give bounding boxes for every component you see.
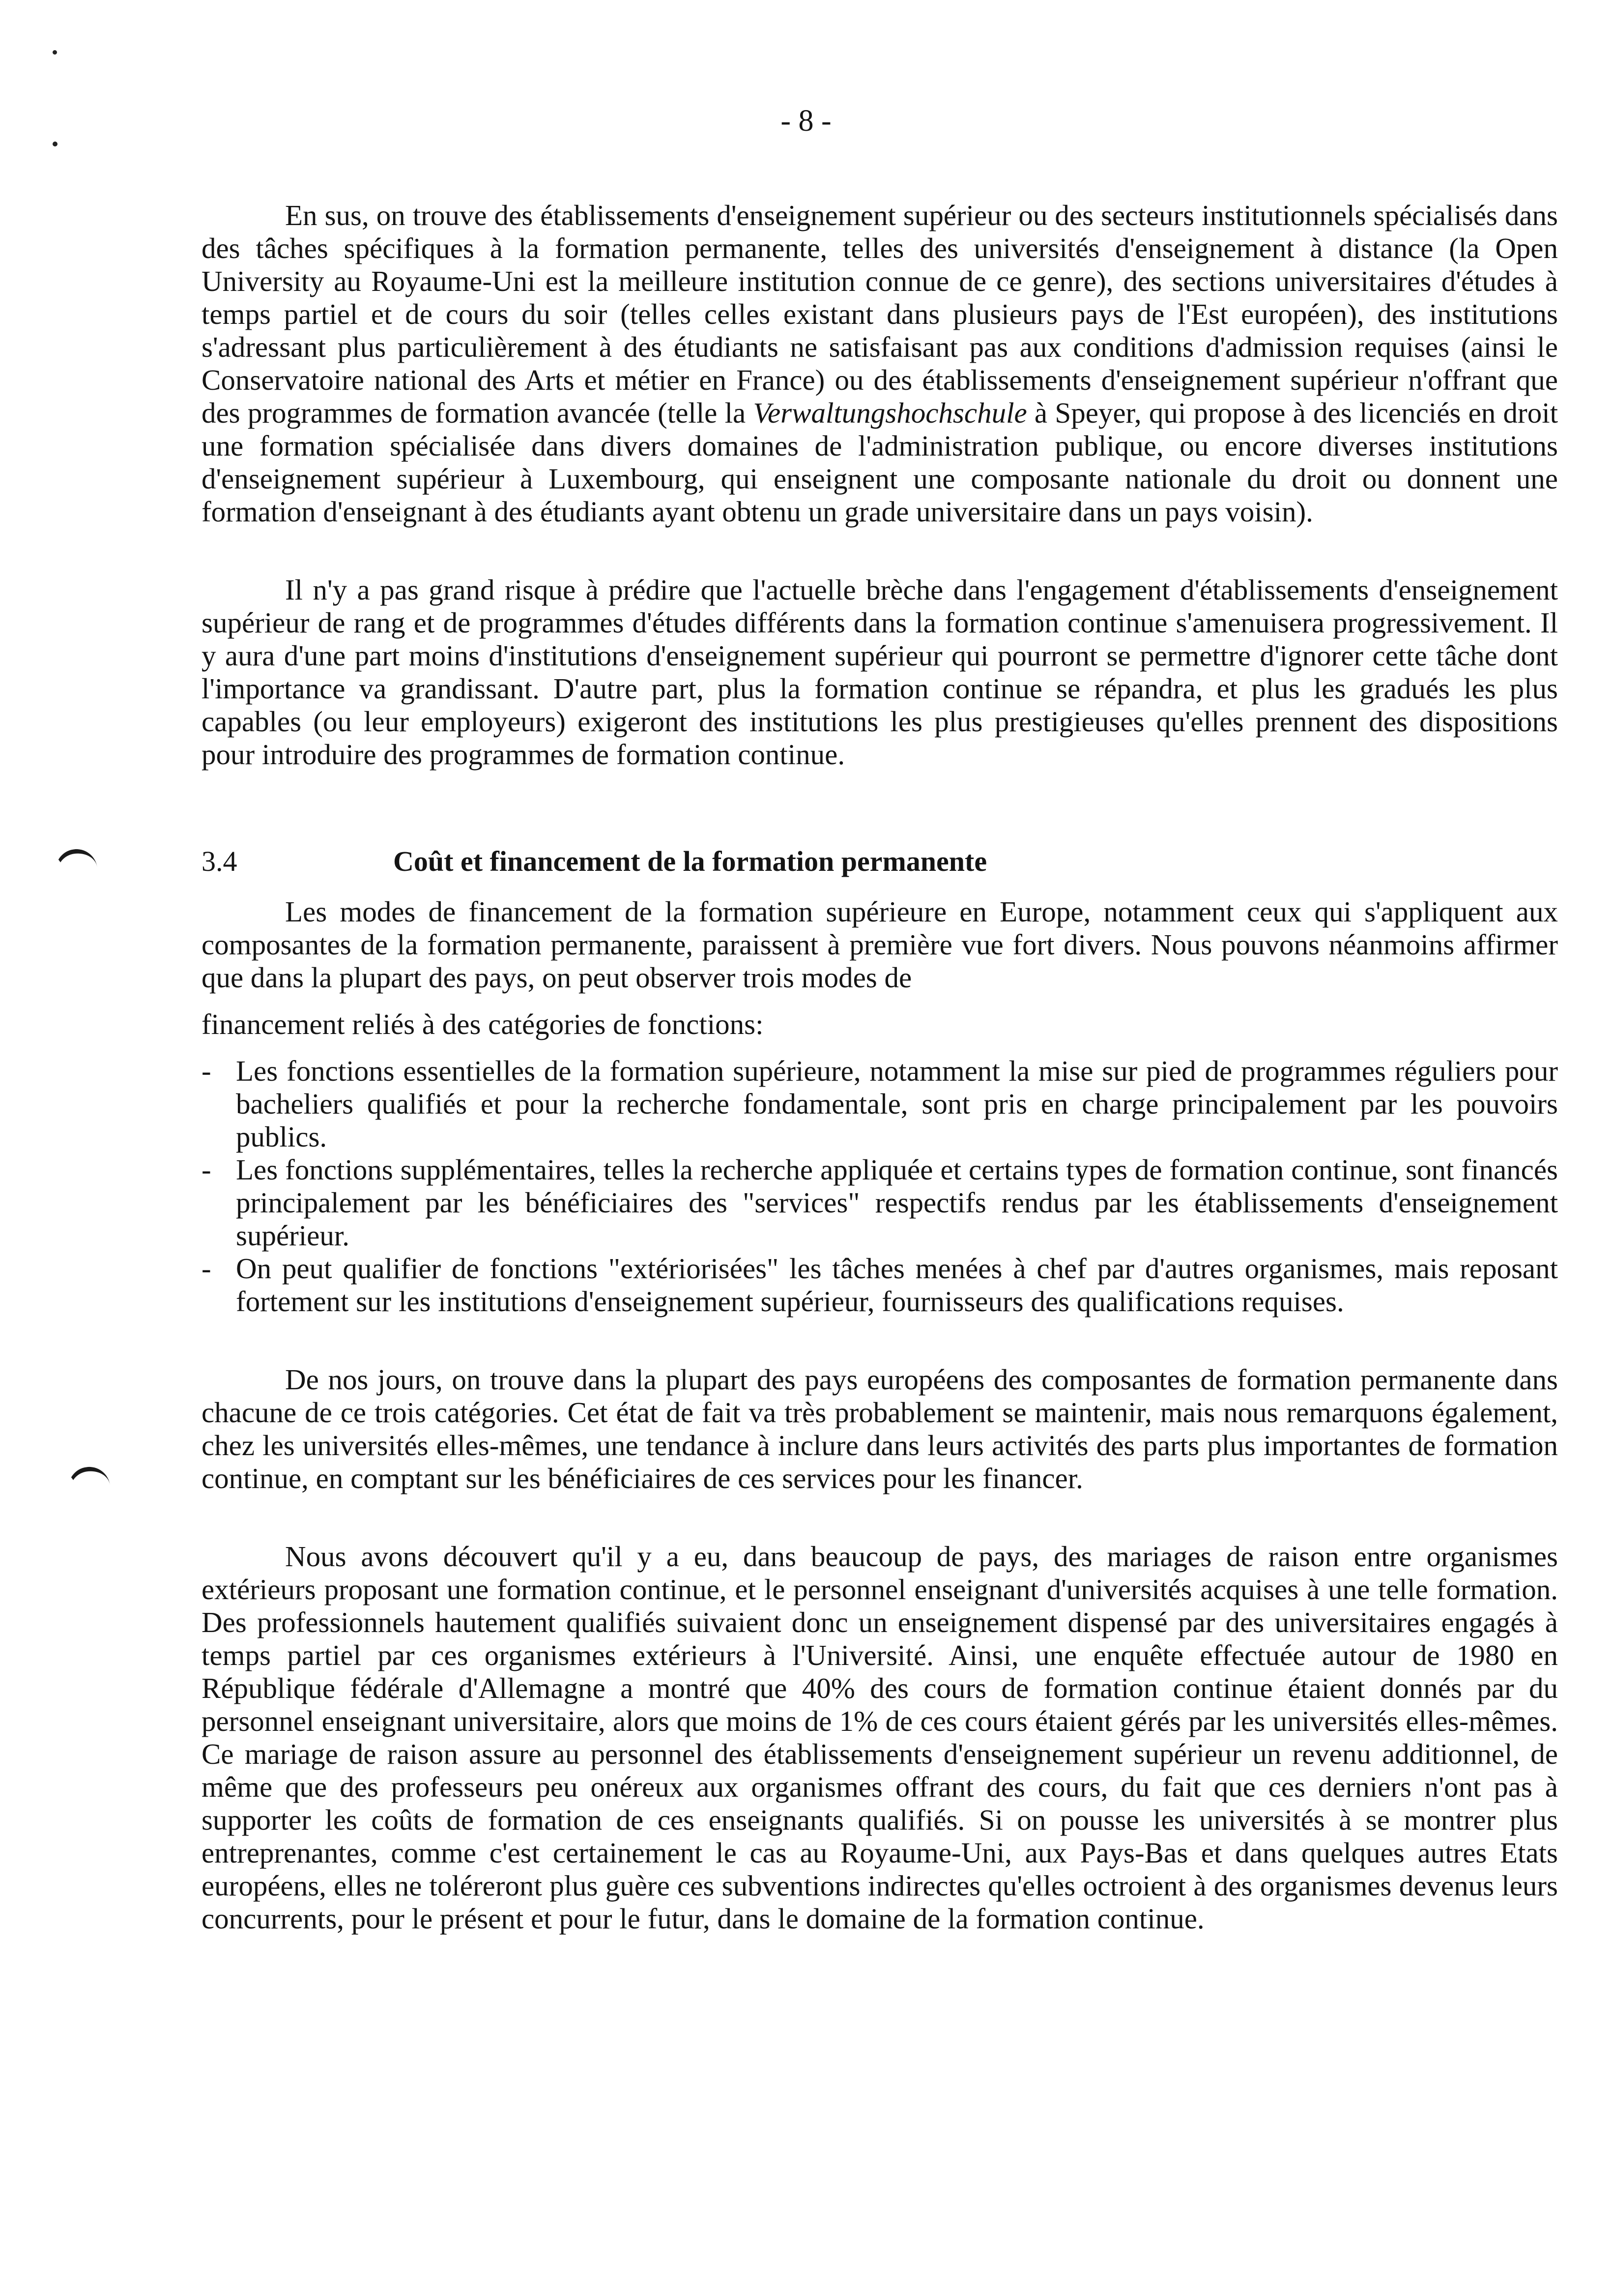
list-item-text: Les fonctions supplémentaires, telles la recherche appliquée et certains types de formation continue, sont financés principalement par les bénéficiaires des "services" respectifs rendus par les établissements d'enseignement supérieur.: [236, 1153, 1558, 1252]
list-item-text: Les fonctions essentielles de la formation supérieure, notamment la mise sur pied de programmes réguliers pour bacheliers qualifiés et pour la recherche fondamentale, sont pris en charge principalement par les pouvoirs publics.: [236, 1055, 1558, 1153]
paragraph-marriages-of-convenience: Nous avons découvert qu'il y a eu, dans beaucoup de pays, des mariages de raison entre organismes extérieurs proposant une formation continue, et le personnel enseignant d'universités acquises à une telle formation. Des professionnels hautement qualifiés suivaient donc un enseignement dispensé par des universitaires engagés à temps partiel par ces organismes extérieurs à l'Université. Ainsi, une enquête effectuée autour de 1980 en République fédérale d'Allemagne a montré que 40% des cours de formation continue étaient donnés par du personnel enseignant universitaire, alors que moins de 1% de ces cours étaient gérés par les universités elles-mêmes. Ce mariage de raison assure au personnel des établissements d'enseignement supérieur un revenu additionnel, de même que des professeurs peu onéreux aux organismes offrant des cours, du fait que ces derniers n'ont pas à supporter les coûts de formation de ces enseignants qualifiés. Si on pousse les universités à se montrer plus entreprenantes, comme c'est certainement le cas au Royaume-Uni, aux Pays-Bas et dans quelques autres Etats européens, elles ne toléreront plus guère ces subventions indirectes qu'elles octroient à des organismes devenus leurs concurrents, pour le présent et pour le futur, dans le domaine de la formation continue.: [202, 1540, 1558, 1935]
page-number: - 8 -: [780, 104, 832, 138]
section-heading: [202, 845, 1558, 878]
list-item: [202, 1055, 1558, 1153]
list-dash: -: [202, 1252, 211, 1285]
paragraph-institutions: [202, 199, 1558, 528]
margin-dot-mark: [53, 50, 57, 55]
margin-dot-mark: [53, 142, 58, 146]
paragraph-prediction: Il n'y a pas grand risque à prédire que l'actuelle brèche dans l'engagement d'établissements d'enseignement supérieur de rang et de programmes d'études différents dans la formation continue s'amenuisera progressivement. Il y aura d'une part moins d'institutions d'enseignement supérieur qui pourront se permettre d'ignorer cette tâche dont l'importance va grandissant. D'autre part, plus la formation continue se répandra, et plus les gradués les plus capables (ou leur employeurs) exigeront des institutions les plus prestigieuses qu'elles prennent des dispositions pour introduire des programmes de formation continue.: [202, 574, 1558, 771]
margin-bracket-mark: [66, 1464, 112, 1503]
functions-list: [202, 1055, 1558, 1318]
paragraph-financing-modes: Les modes de financement de la formation supérieure en Europe, notamment ceux qui s'appliquent aux composantes de la formation permanente, paraissent à première vue fort divers. Nous pouvons néanmoins affirmer que dans la plupart des pays, on peut observer trois modes de: [202, 895, 1558, 994]
margin-bracket-mark: [53, 846, 99, 886]
paragraph-text: En sus, on trouve des établissements d'enseignement supérieur ou des secteurs institutionnels spécialisés dans des tâches spécifiques à la formation permanente, telles des universités d'enseignement à distance (la Open University au Royaume-Uni est la meilleure institution connue de ce genre), des sections universitaires d'études à temps partiel et de cours du soir (telles celles existant dans plusieurs pays de l'Est européen), des institutions s'adressant plus particulièrement à des étudiants ne satisfaisant pas aux conditions d'admission requises (ainsi le Conservatoire national des Arts et métier en France) ou des établissements d'enseignement supérieur n'offrant que des programmes de formation avancée (telle la: [202, 199, 1558, 429]
list-dash: -: [202, 1153, 211, 1186]
list-item-text: On peut qualifier de fonctions "extériorisées" les tâches menées à chef par d'autres organismes, mais reposant fortement sur les institutions d'enseignement supérieur, fournisseurs des qualifications requises.: [236, 1252, 1558, 1318]
document-body: [202, 199, 1558, 1935]
section-title: Coût et financement de la formation permanente: [393, 845, 987, 877]
paragraph-current-situation: De nos jours, on trouve dans la plupart des pays européens des composantes de formation permanente dans chacune de ce trois catégories. Cet état de fait va très probablement se maintenir, mais nous remarquons également, chez les universités elles-mêmes, une tendance à inclure dans leurs activités des parts plus importantes de formation continue, en comptant sur les bénéficiaires de ces services pour les financer.: [202, 1363, 1558, 1494]
section-number: 3.4: [202, 845, 237, 877]
italic-term: Verwaltungshochschule: [753, 397, 1027, 429]
paragraph-financing-modes-continued: financement reliés à des catégories de fonctions:: [202, 1008, 764, 1040]
paragraph-text: à Speyer, qui propose à des licenciés en droit une formation spécialisée dans divers domaines de l'administration publique, ou encore diverses institutions d'enseignement supérieur à Luxembourg, qui enseignent une composante nationale du droit ou donnent une formation d'enseignant à des étudiants ayant obtenu un grade universitaire dans un pays voisin).: [202, 397, 1558, 528]
list-dash: -: [202, 1055, 211, 1087]
list-item: [202, 1252, 1558, 1318]
list-item: [202, 1153, 1558, 1252]
